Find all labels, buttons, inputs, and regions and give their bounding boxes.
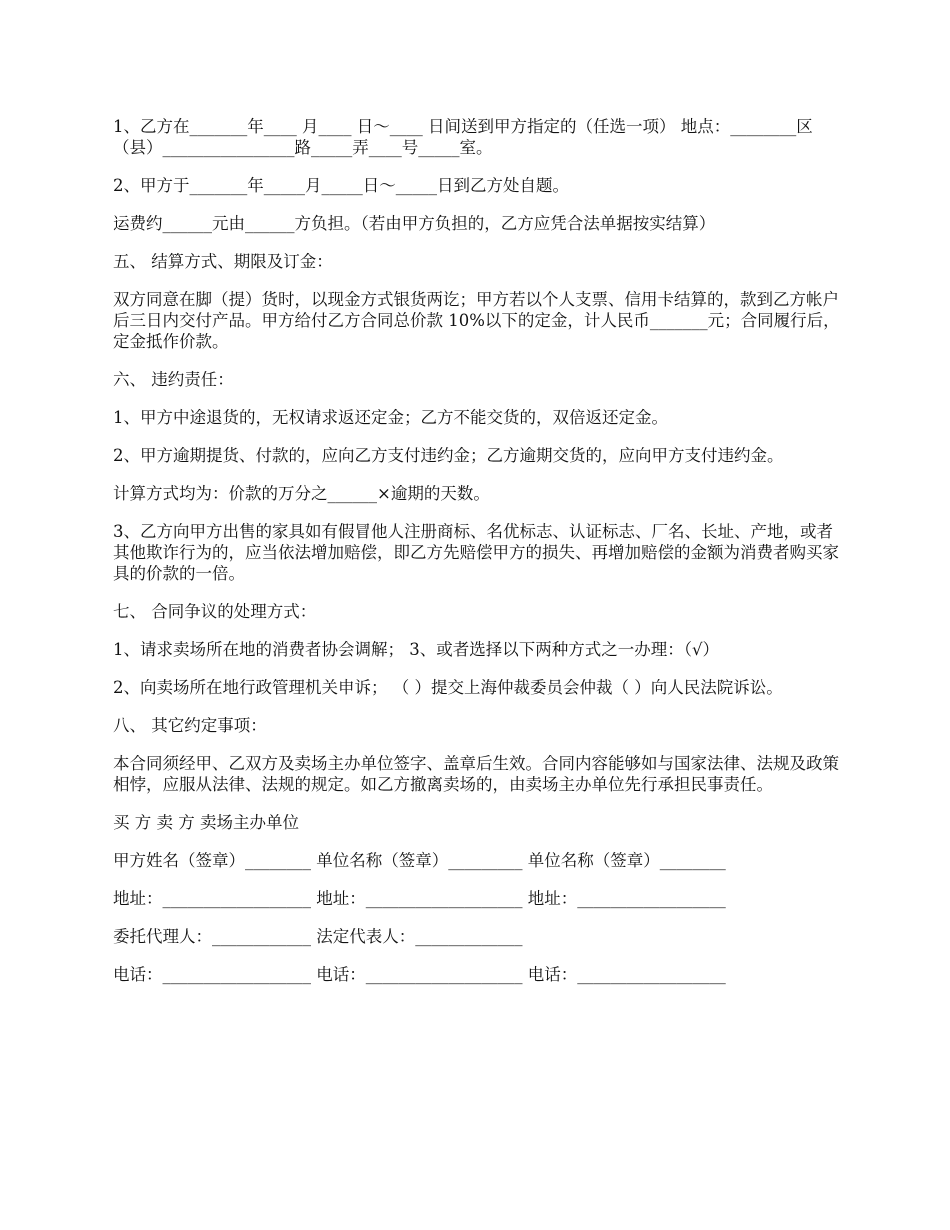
paragraph-liability-3: 3、乙方向甲方出售的家具如有假冒他人注册商标、名优标志、认证标志、厂名、长址、产地，或者其他欺诈行为的，应当依法增加赔偿，即乙方先赔偿甲方的损失、再增加赔偿的金额为消费者购买家具的价款的一倍。: [113, 522, 839, 583]
signature-names-line: 甲方姓名（签章）________ 单位名称（签章）_________ 单位名称（签章）________: [113, 851, 726, 870]
paragraph-dispute-1: 1、请求卖场所在地的消费者协会调解； 3、或者选择以下两种方式之一办理：（√）: [113, 640, 720, 659]
section-heading-settlement: 五、 结算方式、期限及订金：: [113, 252, 333, 271]
paragraph-settlement-terms: 双方同意在脚（提）货时，以现金方式银货两讫；甲方若以个人支票、信用卡结算的，款到乙方帐户后三日内交付产品。甲方给付乙方合同总价款 10%以下的定金，计人民币_______元；合同履行后，定金抵作价款。: [113, 290, 840, 351]
paragraph-freight: 运费约______元由______方负担。（若由甲方负担的，乙方应凭合法单据按实结算）: [113, 214, 716, 233]
paragraph-self-pickup: 2、甲方于_______年_____月_____日～_____日到乙方处自题。: [113, 176, 569, 195]
document-body: [113, 116, 843, 1002]
paragraph-liability-2: 2、甲方逾期提货、付款的，应向乙方支付违约金；乙方逾期交货的，应向甲方支付违约金。: [113, 446, 784, 465]
paragraph-delivery-address: 1、乙方在_______年____ 月____ 日～____ 日间送到甲方指定的（任选一项） 地点：________区（县）________________路_____弄____号_____室。: [113, 117, 813, 157]
paragraph-liability-1: 1、甲方中途退货的，无权请求返还定金；乙方不能交货的，双倍返还定金。: [113, 408, 668, 427]
section-heading-other: 八、 其它约定事项：: [113, 716, 267, 735]
signature-agent-line: 委托代理人：____________ 法定代表人：_____________: [113, 927, 523, 946]
paragraph-effectiveness: 本合同须经甲、乙双方及卖场主办单位签字、盖章后生效。合同内容能够如与国家法律、法规及政策相悖，应服从法律、法规的规定。如乙方撤离卖场的，由卖场主办单位先行承担民事责任。: [113, 754, 839, 794]
signature-parties-header: 买 方 卖 方 卖场主办单位: [113, 813, 299, 832]
section-heading-dispute: 七、 合同争议的处理方式：: [113, 602, 317, 621]
signature-address-line: 地址：__________________ 地址：___________________ 地址：__________________: [113, 889, 726, 908]
signature-phone-line: 电话：__________________ 电话：___________________ 电话：__________________: [113, 965, 726, 984]
paragraph-dispute-2: 2、向卖场所在地行政管理机关申诉； （ ）提交上海仲裁委员会仲裁（ ）向人民法院诉讼。: [113, 678, 783, 697]
section-heading-liability: 六、 违约责任：: [113, 370, 234, 389]
paragraph-penalty-calculation: 计算方式均为：价款的万分之______×逾期的天数。: [113, 484, 490, 503]
